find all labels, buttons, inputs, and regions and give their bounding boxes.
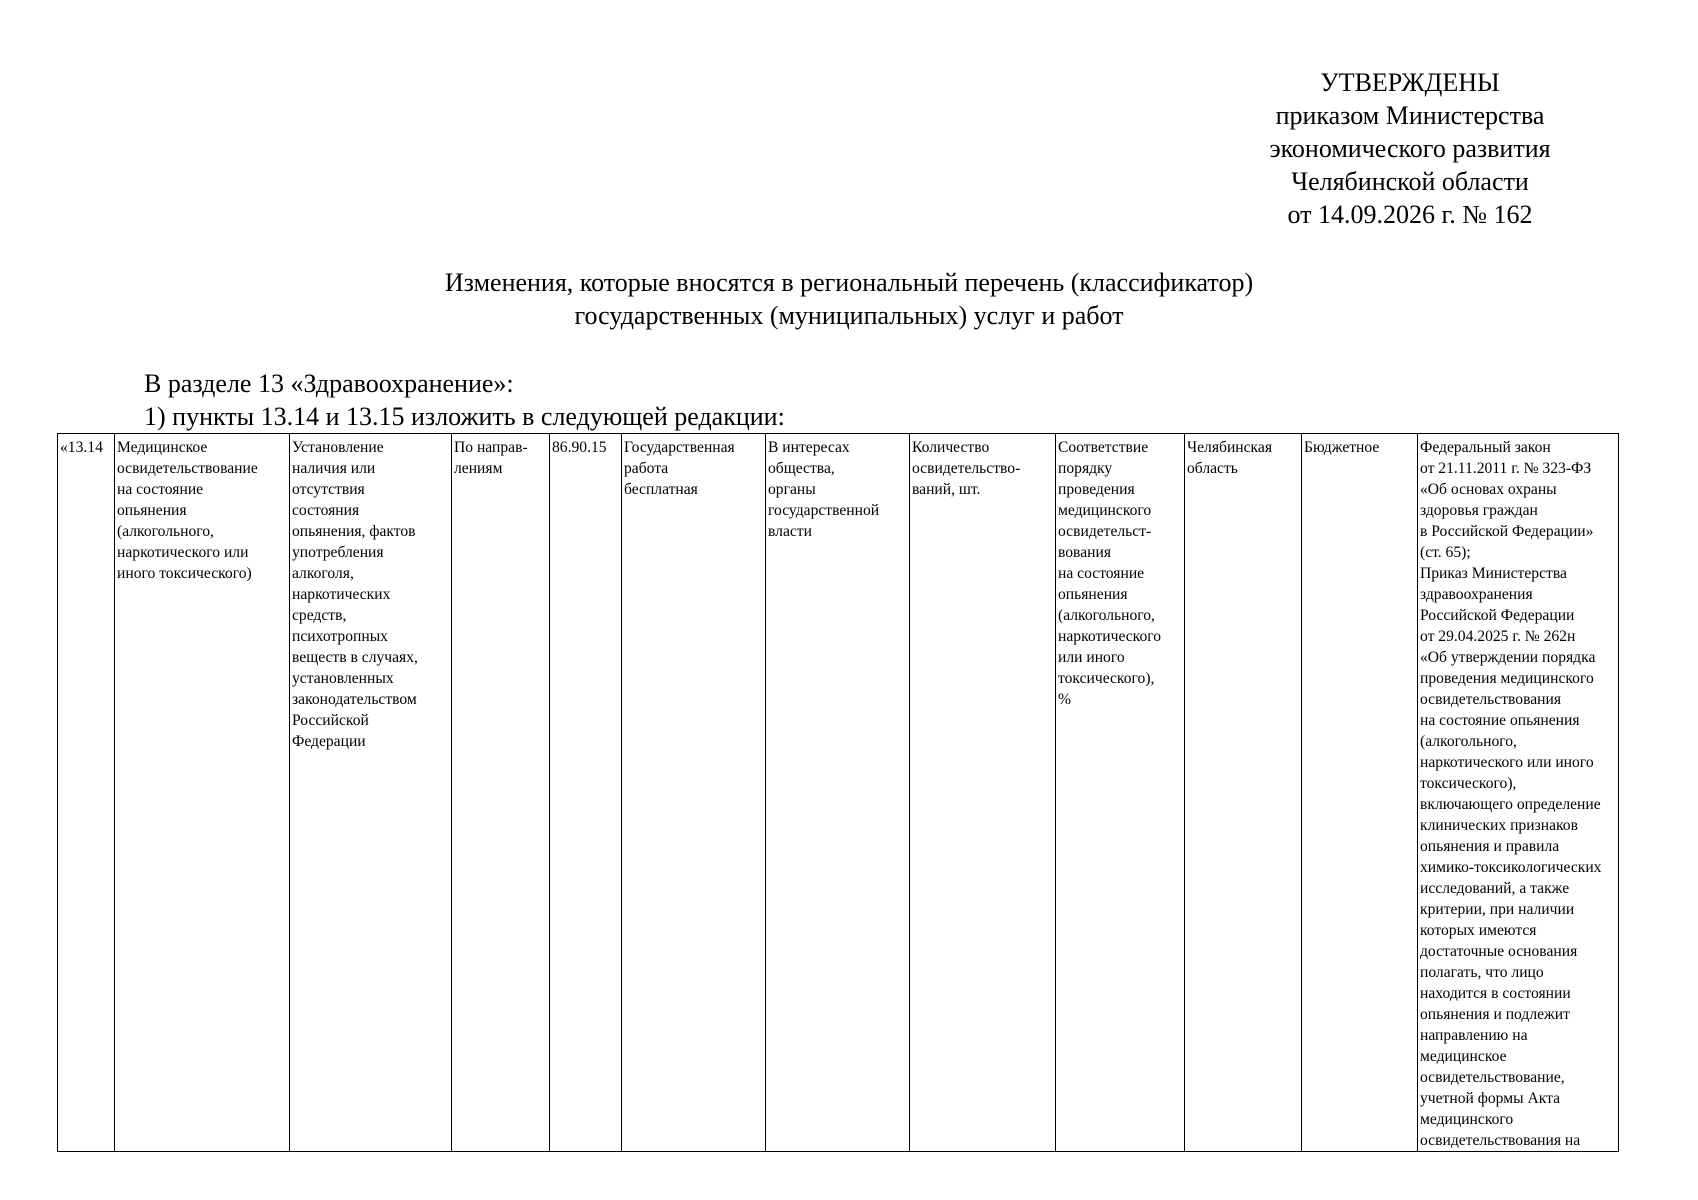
approval-line: УТВЕРЖДЕНЫ [1320,68,1500,97]
cell-line: в Российской Федерации» [1420,523,1594,540]
cell-line: психотропных [292,628,388,645]
cell-line: Соответствие [1058,439,1149,456]
cell-number [58,434,115,1152]
cell-line: Российской Федерации [1420,607,1575,624]
section-intro [144,367,785,433]
cell-line: общества, [768,460,835,477]
cell-type [622,434,766,1152]
cell-line: отсутствия [292,481,365,498]
cell-line: «13.14 [60,439,103,456]
table-row [58,434,1619,1152]
cell-line: полагать, что лицо [1420,964,1544,981]
cell-line: % [1058,691,1071,708]
cell-line: от 29.04.2025 г. № 262н [1420,628,1576,645]
cell-line: химико-токсикологических [1420,859,1602,876]
cell-line: учетной формы Акта [1420,1090,1561,1107]
cell-line: освидетельствование [117,460,258,477]
cell-line: наркотического или иного [1420,754,1594,771]
cell-line: освидетельствования на [1420,1132,1581,1149]
cell-line: направлению на [1420,1027,1528,1044]
cell-line: государственной [768,502,880,519]
cell-line: находится в состоянии [1420,985,1571,1002]
cell-line: включающего определение [1420,796,1601,813]
approval-line: экономического развития [1269,134,1551,163]
cell-line: 86.90.15 [552,439,607,456]
cell-line: проведения [1058,481,1135,498]
cell-line: Приказ Министерства [1420,565,1567,582]
cell-line: законодательством [292,691,417,708]
cell-line: проведения медицинского [1420,670,1594,687]
cell-line: опьянения [117,502,187,519]
cell-line: Установление [292,439,384,456]
document-title [0,266,1698,332]
cell-line: органы [768,481,816,498]
cell-line: В интересах [768,439,850,456]
cell-line: лениям [454,460,503,477]
cell-line: наркотических [292,586,391,603]
cell-content [290,434,452,1152]
cell-line: Количество [912,439,990,456]
cell-line: работа [624,460,669,477]
cell-line: «Об основах охраны [1420,481,1557,498]
cell-form [452,434,550,1152]
cell-line: клинических признаков [1420,817,1578,834]
cell-line: (алкогольного, [1058,607,1155,624]
cell-line: власти [768,523,812,540]
cell-line: (алкогольного, [1420,733,1517,750]
cell-line: ваний, шт. [912,481,981,498]
cell-okved [550,434,622,1152]
cell-service-name [115,434,290,1152]
cell-line: Федеральный закон [1420,439,1551,456]
cell-line: наличия или [292,460,376,477]
cell-line: токсического), [1420,775,1517,792]
cell-line: средств, [292,607,347,624]
cell-line: освидетельство- [912,460,1021,477]
cell-line: опьянения и правила [1420,838,1560,855]
approval-line: Челябинской области [1291,167,1529,196]
cell-line: опьянения, фактов [292,523,416,540]
cell-region [1185,434,1302,1152]
cell-line: веществ в случаях, [292,649,418,666]
cell-line: алкоголя, [292,565,354,582]
cell-line: установленных [292,670,394,687]
cell-line: опьянения [1058,586,1128,603]
cell-line: вования [1058,544,1111,561]
cell-line: По направ- [454,439,528,456]
cell-line: Челябинская [1187,439,1272,456]
cell-line: наркотического или [117,544,249,561]
cell-line: Медицинское [117,439,208,456]
cell-line: достаточные основания [1420,943,1578,960]
cell-line: употребления [292,544,384,561]
cell-line: порядку [1058,460,1113,477]
cell-institution-type [1302,434,1418,1152]
cell-line: иного токсического) [117,565,252,582]
cell-line: которых имеются [1420,922,1537,939]
cell-line: Бюджетное [1304,439,1380,456]
section-heading: В разделе 13 «Здравоохранение»: [144,369,514,398]
cell-line: критерии, при наличии [1420,901,1575,918]
cell-line: медицинского [1420,1111,1514,1128]
cell-line: состояния [292,502,360,519]
cell-line: наркотического [1058,628,1162,645]
cell-legal-basis [1418,434,1619,1152]
cell-line: или иного [1058,649,1125,666]
cell-line: (ст. 65); [1420,544,1471,561]
cell-line: область [1187,460,1238,477]
cell-line: на состояние опьянения [1420,712,1580,729]
cell-line: освидетельствования [1420,691,1562,708]
cell-line: «Об утверждении порядка [1420,649,1596,666]
approval-line: от 14.09.2026 г. № 162 [1287,200,1533,229]
cell-line: токсического), [1058,670,1155,687]
approval-line: приказом Министерства [1275,101,1545,130]
cell-line: медицинское [1420,1048,1507,1065]
cell-line: от 21.11.2011 г. № 323-ФЗ [1420,460,1592,477]
cell-line: освидетельствование, [1420,1069,1565,1086]
cell-line: здравоохранения [1420,586,1533,603]
approval-block [1210,66,1610,231]
title-line: государственных (муниципальных) услуг и работ [574,301,1124,330]
cell-line: исследований, а также [1420,880,1570,897]
cell-quality-indicator [1056,434,1185,1152]
cell-line: здоровья граждан [1420,502,1538,519]
cell-line: Российской [292,712,369,729]
title-line: Изменения, которые вносятся в региональный перечень (классификатор) [444,268,1254,297]
cell-line: на состояние [1058,565,1145,582]
cell-line: Государственная [624,439,735,456]
cell-line: на состояние [117,481,204,498]
cell-volume-indicator [910,434,1056,1152]
classifier-table [57,433,1619,1152]
cell-line: опьянения и подлежит [1420,1006,1570,1023]
cell-line: (алкогольного, [117,523,214,540]
cell-consumers [766,434,910,1152]
section-item: 1) пункты 13.14 и 13.15 изложить в следующей редакции: [144,402,785,431]
cell-line: бесплатная [624,481,698,498]
cell-line: освидетельст- [1058,523,1152,540]
cell-line: медицинского [1058,502,1152,519]
cell-line: Федерации [292,733,366,750]
